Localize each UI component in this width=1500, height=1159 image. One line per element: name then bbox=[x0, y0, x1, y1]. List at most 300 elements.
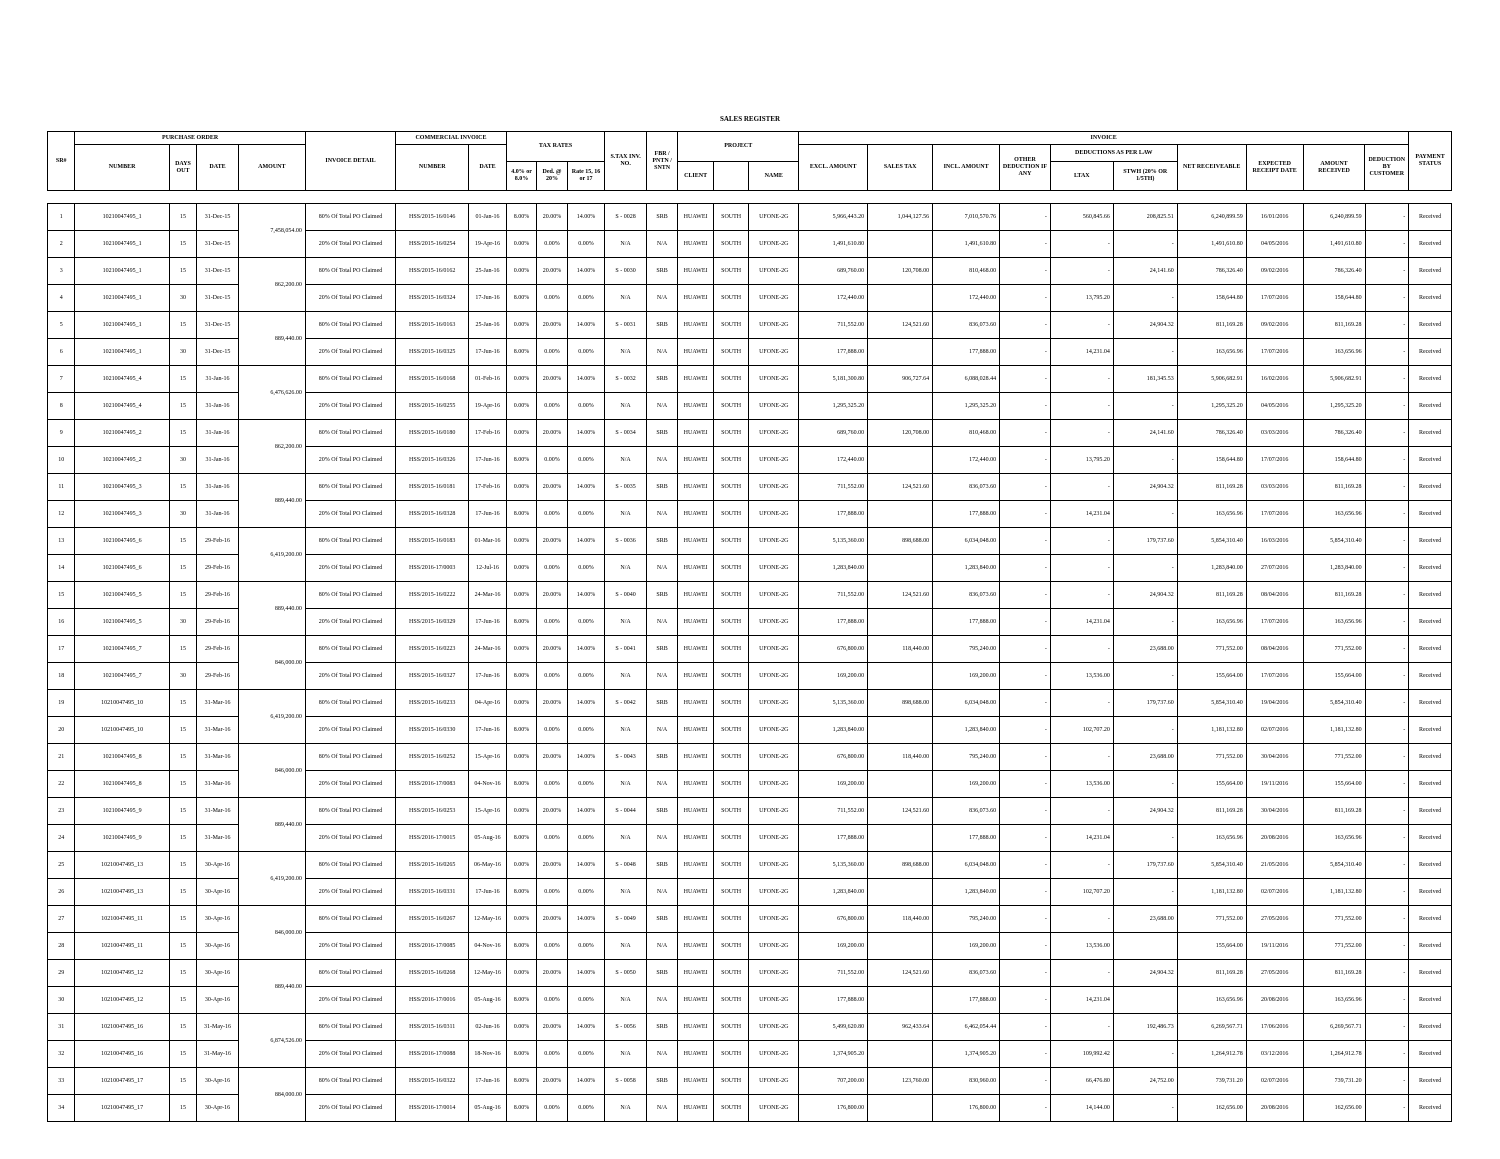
cell-days-out: 15 bbox=[169, 636, 196, 663]
cell-project-name: UFONE-2G bbox=[749, 825, 799, 852]
cell-po-number: 10210047495_13 bbox=[75, 879, 169, 906]
cell-sr: 24 bbox=[48, 825, 75, 852]
cell-region: SOUTH bbox=[713, 204, 749, 231]
cell-region: SOUTH bbox=[713, 798, 749, 825]
header-commercial-invoice: COMMERCIAL INVOICE bbox=[396, 132, 507, 145]
cell-payment-status: Received bbox=[1409, 1068, 1452, 1095]
cell-po-number: 10210047495_9 bbox=[75, 798, 169, 825]
cell-other-deduction: - bbox=[1000, 690, 1051, 717]
cell-days-out: 15 bbox=[169, 528, 196, 555]
cell-po-date: 30-Apr-16 bbox=[197, 1095, 239, 1122]
cell-invoice-detail: 80% Of Total PO Claimed bbox=[305, 582, 395, 609]
cell-excl-amount: 711,552.00 bbox=[799, 960, 868, 987]
cell-incl-amount: 836,073.60 bbox=[933, 798, 1000, 825]
cell-incl-amount: 169,200.00 bbox=[933, 663, 1000, 690]
cell-deduction-customer: - bbox=[1365, 879, 1409, 906]
cell-invoice-detail: 20% Of Total PO Claimed bbox=[305, 933, 395, 960]
cell-region: SOUTH bbox=[713, 339, 749, 366]
cell-ci-date: 17-Jun-16 bbox=[469, 879, 507, 906]
cell-sales-tax: 898,688.00 bbox=[868, 528, 933, 555]
cell-stax-inv-no: S - 0048 bbox=[605, 852, 647, 879]
cell-amount-received: 771,552.00 bbox=[1303, 636, 1365, 663]
cell-client: HUAWEI bbox=[678, 906, 714, 933]
cell-days-out: 15 bbox=[169, 366, 196, 393]
cell-ci-number: HSS/2015-16/0252 bbox=[396, 744, 469, 771]
cell-client: HUAWEI bbox=[678, 1041, 714, 1068]
cell-stax-inv-no: N/A bbox=[605, 879, 647, 906]
cell-incl-amount: 810,468.00 bbox=[933, 258, 1000, 285]
cell-stwh: - bbox=[1113, 663, 1177, 690]
cell-incl-amount: 1,283,840.00 bbox=[933, 555, 1000, 582]
cell-other-deduction: - bbox=[1000, 1014, 1051, 1041]
cell-region: SOUTH bbox=[713, 609, 749, 636]
cell-net-receivable: 739,731.20 bbox=[1177, 1068, 1246, 1095]
cell-client: HUAWEI bbox=[678, 312, 714, 339]
cell-expected-receipt: 27/05/2016 bbox=[1246, 906, 1303, 933]
cell-invoice-detail: 20% Of Total PO Claimed bbox=[305, 501, 395, 528]
cell-ci-date: 06-May-16 bbox=[469, 852, 507, 879]
cell-stwh: 179,737.60 bbox=[1113, 852, 1177, 879]
cell-deduction-customer: - bbox=[1365, 906, 1409, 933]
cell-sr: 14 bbox=[48, 555, 75, 582]
table-row bbox=[48, 1068, 1452, 1095]
cell-sr: 33 bbox=[48, 1068, 75, 1095]
cell-amount-received: 163,656.96 bbox=[1303, 501, 1365, 528]
cell-ci-date: 05-Aug-16 bbox=[469, 825, 507, 852]
cell-stwh: - bbox=[1113, 285, 1177, 312]
cell-ltax: - bbox=[1050, 258, 1113, 285]
cell-region: SOUTH bbox=[713, 1095, 749, 1122]
cell-stax-inv-no: N/A bbox=[605, 393, 647, 420]
cell-incl-amount: 6,034,048.00 bbox=[933, 528, 1000, 555]
cell-client: HUAWEI bbox=[678, 393, 714, 420]
cell-excl-amount: 1,374,905.20 bbox=[799, 1041, 868, 1068]
cell-excl-amount: 676,800.00 bbox=[799, 636, 868, 663]
cell-stax-inv-no: N/A bbox=[605, 231, 647, 258]
cell-rate-2: 20.00% bbox=[537, 636, 567, 663]
cell-region: SOUTH bbox=[713, 447, 749, 474]
cell-ci-date: 17-Jun-16 bbox=[469, 717, 507, 744]
cell-project-name: UFONE-2G bbox=[749, 717, 799, 744]
cell-stwh: - bbox=[1113, 717, 1177, 744]
cell-project-name: UFONE-2G bbox=[749, 744, 799, 771]
header-deduction-customer: DEDUCTION BY CUSTOMER bbox=[1365, 145, 1409, 191]
cell-amount-received: 1,295,325.20 bbox=[1303, 393, 1365, 420]
cell-other-deduction: - bbox=[1000, 744, 1051, 771]
cell-client: HUAWEI bbox=[678, 582, 714, 609]
cell-expected-receipt: 19/11/2016 bbox=[1246, 771, 1303, 798]
cell-expected-receipt: 20/08/2016 bbox=[1246, 825, 1303, 852]
cell-project-name: UFONE-2G bbox=[749, 933, 799, 960]
cell-region: SOUTH bbox=[713, 420, 749, 447]
cell-other-deduction: - bbox=[1000, 420, 1051, 447]
table-row bbox=[48, 582, 1452, 609]
cell-ltax: - bbox=[1050, 906, 1113, 933]
cell-project-name: UFONE-2G bbox=[749, 582, 799, 609]
cell-payment-status: Received bbox=[1409, 582, 1452, 609]
header-invoice: INVOICE bbox=[799, 132, 1409, 145]
cell-rate-2: 20.00% bbox=[537, 582, 567, 609]
cell-ci-number: HSS/2015-16/0327 bbox=[396, 663, 469, 690]
cell-stwh: - bbox=[1113, 501, 1177, 528]
cell-invoice-detail: 20% Of Total PO Claimed bbox=[305, 987, 395, 1014]
cell-other-deduction: - bbox=[1000, 906, 1051, 933]
cell-stax-inv-no: N/A bbox=[605, 771, 647, 798]
cell-payment-status: Received bbox=[1409, 879, 1452, 906]
cell-fbr: N/A bbox=[646, 393, 677, 420]
cell-invoice-detail: 80% Of Total PO Claimed bbox=[305, 1068, 395, 1095]
cell-invoice-detail: 80% Of Total PO Claimed bbox=[305, 366, 395, 393]
cell-po-number: 10210047495_12 bbox=[75, 960, 169, 987]
cell-other-deduction: - bbox=[1000, 366, 1051, 393]
cell-ci-date: 05-Aug-16 bbox=[469, 1095, 507, 1122]
cell-stax-inv-no: S - 0036 bbox=[605, 528, 647, 555]
cell-region: SOUTH bbox=[713, 933, 749, 960]
cell-stax-inv-no: N/A bbox=[605, 285, 647, 312]
cell-payment-status: Received bbox=[1409, 717, 1452, 744]
cell-stwh: 24,752.00 bbox=[1113, 1068, 1177, 1095]
cell-stwh: - bbox=[1113, 555, 1177, 582]
cell-sr: 28 bbox=[48, 933, 75, 960]
cell-invoice-detail: 80% Of Total PO Claimed bbox=[305, 312, 395, 339]
cell-expected-receipt: 04/05/2016 bbox=[1246, 393, 1303, 420]
cell-rate-3: 0.00% bbox=[567, 285, 605, 312]
cell-rate-3: 14.00% bbox=[567, 636, 605, 663]
cell-stax-inv-no: S - 0035 bbox=[605, 474, 647, 501]
cell-expected-receipt: 09/02/2016 bbox=[1246, 258, 1303, 285]
cell-project-name: UFONE-2G bbox=[749, 447, 799, 474]
cell-excl-amount: 711,552.00 bbox=[799, 312, 868, 339]
register-header bbox=[47, 131, 1452, 191]
cell-rate-2: 20.00% bbox=[537, 690, 567, 717]
cell-payment-status: Received bbox=[1409, 1095, 1452, 1122]
cell-client: HUAWEI bbox=[678, 825, 714, 852]
cell-region: SOUTH bbox=[713, 366, 749, 393]
cell-ci-number: HSS/2016-17/0085 bbox=[396, 933, 469, 960]
cell-sr: 29 bbox=[48, 960, 75, 987]
cell-rate-2: 20.00% bbox=[537, 312, 567, 339]
cell-stwh: 24,904.32 bbox=[1113, 582, 1177, 609]
cell-fbr: N/A bbox=[646, 555, 677, 582]
cell-stwh: - bbox=[1113, 231, 1177, 258]
cell-rate-2: 20.00% bbox=[537, 1068, 567, 1095]
cell-amount-received: 771,552.00 bbox=[1303, 744, 1365, 771]
cell-excl-amount: 711,552.00 bbox=[799, 798, 868, 825]
cell-excl-amount: 177,888.00 bbox=[799, 609, 868, 636]
cell-stwh: - bbox=[1113, 609, 1177, 636]
cell-sr: 21 bbox=[48, 744, 75, 771]
header-payment-status: PAYMENT STATUS bbox=[1409, 132, 1452, 191]
cell-expected-receipt: 27/05/2016 bbox=[1246, 960, 1303, 987]
cell-invoice-detail: 20% Of Total PO Claimed bbox=[305, 555, 395, 582]
table-row bbox=[48, 636, 1452, 663]
cell-ci-date: 12-May-16 bbox=[469, 960, 507, 987]
cell-sales-tax: 124,521.60 bbox=[868, 582, 933, 609]
cell-ci-number: HSS/2015-16/0255 bbox=[396, 393, 469, 420]
cell-client: HUAWEI bbox=[678, 717, 714, 744]
cell-amount-received: 6,240,899.59 bbox=[1303, 204, 1365, 231]
cell-region: SOUTH bbox=[713, 528, 749, 555]
cell-expected-receipt: 17/07/2016 bbox=[1246, 339, 1303, 366]
cell-rate-1: 0.00% bbox=[506, 852, 536, 879]
header-days-out: DAYS OUT bbox=[169, 145, 196, 191]
cell-po-date: 29-Feb-16 bbox=[197, 609, 239, 636]
cell-days-out: 15 bbox=[169, 798, 196, 825]
cell-days-out: 30 bbox=[169, 447, 196, 474]
cell-payment-status: Received bbox=[1409, 690, 1452, 717]
cell-po-date: 29-Feb-16 bbox=[197, 582, 239, 609]
cell-expected-receipt: 02/07/2016 bbox=[1246, 879, 1303, 906]
cell-excl-amount: 172,440.00 bbox=[799, 447, 868, 474]
cell-net-receivable: 163,656.96 bbox=[1177, 987, 1246, 1014]
cell-excl-amount: 1,283,840.00 bbox=[799, 555, 868, 582]
cell-po-date: 31-Jan-16 bbox=[197, 474, 239, 501]
cell-days-out: 15 bbox=[169, 204, 196, 231]
cell-invoice-detail: 20% Of Total PO Claimed bbox=[305, 879, 395, 906]
cell-expected-receipt: 20/08/2016 bbox=[1246, 987, 1303, 1014]
cell-rate-1: 0.00% bbox=[506, 258, 536, 285]
cell-sales-tax: 124,521.60 bbox=[868, 312, 933, 339]
cell-ltax: - bbox=[1050, 636, 1113, 663]
cell-days-out: 30 bbox=[169, 285, 196, 312]
cell-other-deduction: - bbox=[1000, 798, 1051, 825]
cell-po-date: 31-Mar-16 bbox=[197, 771, 239, 798]
cell-days-out: 15 bbox=[169, 555, 196, 582]
cell-rate-1: 0.00% bbox=[506, 312, 536, 339]
cell-excl-amount: 711,552.00 bbox=[799, 582, 868, 609]
cell-ci-number: HSS/2015-16/0254 bbox=[396, 231, 469, 258]
cell-po-date: 29-Feb-16 bbox=[197, 528, 239, 555]
cell-incl-amount: 169,200.00 bbox=[933, 933, 1000, 960]
header-rate-2: Ded. @ 20% bbox=[537, 162, 567, 191]
cell-rate-2: 20.00% bbox=[537, 960, 567, 987]
cell-client: HUAWEI bbox=[678, 690, 714, 717]
cell-rate-1: 0.00% bbox=[506, 798, 536, 825]
cell-po-number: 10210047495_1 bbox=[75, 204, 169, 231]
cell-payment-status: Received bbox=[1409, 366, 1452, 393]
cell-sales-tax: 118,440.00 bbox=[868, 636, 933, 663]
cell-rate-3: 14.00% bbox=[567, 960, 605, 987]
cell-net-receivable: 771,552.00 bbox=[1177, 744, 1246, 771]
cell-po-date: 31-Dec-15 bbox=[197, 339, 239, 366]
cell-po-amount: 6,476,626.00 bbox=[238, 366, 305, 420]
cell-po-date: 31-Jan-16 bbox=[197, 447, 239, 474]
cell-expected-receipt: 21/05/2016 bbox=[1246, 852, 1303, 879]
header-ci-date: DATE bbox=[469, 145, 507, 191]
cell-stax-inv-no: S - 0058 bbox=[605, 1068, 647, 1095]
cell-payment-status: Received bbox=[1409, 204, 1452, 231]
cell-payment-status: Received bbox=[1409, 501, 1452, 528]
cell-sales-tax bbox=[868, 825, 933, 852]
cell-fbr: N/A bbox=[646, 825, 677, 852]
cell-expected-receipt: 02/07/2016 bbox=[1246, 1068, 1303, 1095]
cell-rate-2: 0.00% bbox=[537, 339, 567, 366]
table-row bbox=[48, 1014, 1452, 1041]
cell-rate-2: 0.00% bbox=[537, 1095, 567, 1122]
table-row bbox=[48, 852, 1452, 879]
cell-po-date: 29-Feb-16 bbox=[197, 636, 239, 663]
cell-amount-received: 5,906,682.91 bbox=[1303, 366, 1365, 393]
cell-other-deduction: - bbox=[1000, 339, 1051, 366]
cell-incl-amount: 836,073.60 bbox=[933, 312, 1000, 339]
cell-ltax: - bbox=[1050, 312, 1113, 339]
cell-fbr: SRB bbox=[646, 474, 677, 501]
cell-deduction-customer: - bbox=[1365, 960, 1409, 987]
cell-payment-status: Received bbox=[1409, 852, 1452, 879]
cell-project-name: UFONE-2G bbox=[749, 663, 799, 690]
cell-rate-2: 20.00% bbox=[537, 204, 567, 231]
cell-region: SOUTH bbox=[713, 690, 749, 717]
cell-expected-receipt: 03/12/2016 bbox=[1246, 1041, 1303, 1068]
cell-net-receivable: 1,295,325.20 bbox=[1177, 393, 1246, 420]
cell-payment-status: Received bbox=[1409, 825, 1452, 852]
cell-po-number: 10210047495_2 bbox=[75, 420, 169, 447]
cell-expected-receipt: 17/07/2016 bbox=[1246, 501, 1303, 528]
header-fbr-pntn: FBR / PNTN / SNTN bbox=[646, 132, 677, 191]
cell-excl-amount: 177,888.00 bbox=[799, 825, 868, 852]
cell-days-out: 15 bbox=[169, 717, 196, 744]
cell-expected-receipt: 19/11/2016 bbox=[1246, 933, 1303, 960]
cell-ci-number: HSS/2015-16/0180 bbox=[396, 420, 469, 447]
cell-invoice-detail: 80% Of Total PO Claimed bbox=[305, 258, 395, 285]
cell-rate-1: 8.00% bbox=[506, 501, 536, 528]
cell-rate-3: 0.00% bbox=[567, 1041, 605, 1068]
cell-po-date: 30-Apr-16 bbox=[197, 1068, 239, 1095]
cell-amount-received: 155,664.00 bbox=[1303, 663, 1365, 690]
cell-rate-2: 20.00% bbox=[537, 258, 567, 285]
cell-days-out: 15 bbox=[169, 1014, 196, 1041]
header-expected-receipt: EXPECTED RECEIPT DATE bbox=[1246, 145, 1303, 191]
cell-incl-amount: 177,888.00 bbox=[933, 501, 1000, 528]
cell-ci-number: HSS/2015-16/0268 bbox=[396, 960, 469, 987]
cell-net-receivable: 6,269,567.71 bbox=[1177, 1014, 1246, 1041]
cell-sales-tax: 906,727.64 bbox=[868, 366, 933, 393]
cell-ci-number: HSS/2015-16/0331 bbox=[396, 879, 469, 906]
cell-project-name: UFONE-2G bbox=[749, 420, 799, 447]
cell-client: HUAWEI bbox=[678, 609, 714, 636]
cell-amount-received: 163,656.96 bbox=[1303, 609, 1365, 636]
header-sr: SR# bbox=[48, 132, 75, 191]
cell-ltax: - bbox=[1050, 393, 1113, 420]
cell-ltax: - bbox=[1050, 744, 1113, 771]
cell-excl-amount: 1,283,840.00 bbox=[799, 879, 868, 906]
cell-po-date: 31-Jan-16 bbox=[197, 501, 239, 528]
cell-stax-inv-no: S - 0031 bbox=[605, 312, 647, 339]
cell-deduction-customer: - bbox=[1365, 1068, 1409, 1095]
cell-sr: 1 bbox=[48, 204, 75, 231]
cell-invoice-detail: 20% Of Total PO Claimed bbox=[305, 393, 395, 420]
header-po-number: NUMBER bbox=[75, 145, 169, 191]
cell-amount-received: 163,656.96 bbox=[1303, 339, 1365, 366]
cell-po-number: 10210047495_1 bbox=[75, 339, 169, 366]
cell-net-receivable: 771,552.00 bbox=[1177, 906, 1246, 933]
cell-fbr: N/A bbox=[646, 231, 677, 258]
cell-rate-3: 14.00% bbox=[567, 906, 605, 933]
cell-rate-1: 0.00% bbox=[506, 528, 536, 555]
cell-po-number: 10210047495_1 bbox=[75, 231, 169, 258]
cell-amount-received: 6,269,567.71 bbox=[1303, 1014, 1365, 1041]
cell-sr: 30 bbox=[48, 987, 75, 1014]
cell-client: HUAWEI bbox=[678, 1068, 714, 1095]
cell-ci-date: 04-Apr-16 bbox=[469, 690, 507, 717]
cell-invoice-detail: 80% Of Total PO Claimed bbox=[305, 204, 395, 231]
cell-incl-amount: 6,462,054.44 bbox=[933, 1014, 1000, 1041]
cell-rate-1: 0.00% bbox=[506, 636, 536, 663]
cell-project-name: UFONE-2G bbox=[749, 366, 799, 393]
cell-incl-amount: 1,491,610.80 bbox=[933, 231, 1000, 258]
cell-po-date: 31-Jan-16 bbox=[197, 366, 239, 393]
cell-other-deduction: - bbox=[1000, 609, 1051, 636]
cell-expected-receipt: 17/07/2016 bbox=[1246, 609, 1303, 636]
cell-po-number: 10210047495_17 bbox=[75, 1068, 169, 1095]
cell-stax-inv-no: N/A bbox=[605, 555, 647, 582]
cell-excl-amount: 5,181,300.80 bbox=[799, 366, 868, 393]
cell-client: HUAWEI bbox=[678, 744, 714, 771]
cell-stax-inv-no: S - 0030 bbox=[605, 258, 647, 285]
cell-expected-receipt: 04/05/2016 bbox=[1246, 231, 1303, 258]
cell-ci-number: HSS/2015-16/0265 bbox=[396, 852, 469, 879]
cell-deduction-customer: - bbox=[1365, 312, 1409, 339]
cell-rate-3: 14.00% bbox=[567, 312, 605, 339]
cell-sr: 27 bbox=[48, 906, 75, 933]
cell-incl-amount: 177,888.00 bbox=[933, 339, 1000, 366]
cell-po-number: 10210047495_9 bbox=[75, 825, 169, 852]
cell-stwh: - bbox=[1113, 447, 1177, 474]
cell-sr: 4 bbox=[48, 285, 75, 312]
cell-sr: 8 bbox=[48, 393, 75, 420]
header-invoice-detail: INVOICE DETAIL bbox=[305, 132, 395, 191]
cell-stwh: 24,141.60 bbox=[1113, 420, 1177, 447]
cell-sr: 23 bbox=[48, 798, 75, 825]
cell-payment-status: Received bbox=[1409, 447, 1452, 474]
header-project: PROJECT bbox=[678, 132, 799, 162]
cell-deduction-customer: - bbox=[1365, 771, 1409, 798]
cell-po-date: 30-Apr-16 bbox=[197, 960, 239, 987]
cell-project-name: UFONE-2G bbox=[749, 690, 799, 717]
cell-sr: 15 bbox=[48, 582, 75, 609]
cell-po-amount: 846,000.00 bbox=[238, 744, 305, 798]
cell-amount-received: 1,264,912.78 bbox=[1303, 1041, 1365, 1068]
cell-fbr: SRB bbox=[646, 798, 677, 825]
cell-stax-inv-no: N/A bbox=[605, 987, 647, 1014]
cell-rate-2: 0.00% bbox=[537, 771, 567, 798]
cell-days-out: 15 bbox=[169, 474, 196, 501]
cell-incl-amount: 7,010,570.76 bbox=[933, 204, 1000, 231]
cell-ltax: 13,795.20 bbox=[1050, 447, 1113, 474]
cell-incl-amount: 830,960.00 bbox=[933, 1068, 1000, 1095]
cell-deduction-customer: - bbox=[1365, 501, 1409, 528]
cell-po-amount: 889,440.00 bbox=[238, 960, 305, 1014]
cell-region: SOUTH bbox=[713, 555, 749, 582]
cell-rate-1: 8.00% bbox=[506, 933, 536, 960]
cell-invoice-detail: 20% Of Total PO Claimed bbox=[305, 717, 395, 744]
cell-rate-2: 0.00% bbox=[537, 609, 567, 636]
cell-ci-date: 02-Jun-16 bbox=[469, 1014, 507, 1041]
cell-deduction-customer: - bbox=[1365, 528, 1409, 555]
cell-region: SOUTH bbox=[713, 960, 749, 987]
cell-excl-amount: 689,760.00 bbox=[799, 420, 868, 447]
cell-client: HUAWEI bbox=[678, 879, 714, 906]
cell-other-deduction: - bbox=[1000, 231, 1051, 258]
cell-ci-number: HSS/2015-16/0183 bbox=[396, 528, 469, 555]
header-ci-number: NUMBER bbox=[396, 145, 469, 191]
cell-incl-amount: 810,468.00 bbox=[933, 420, 1000, 447]
cell-region: SOUTH bbox=[713, 393, 749, 420]
cell-incl-amount: 169,200.00 bbox=[933, 771, 1000, 798]
cell-amount-received: 5,854,310.40 bbox=[1303, 690, 1365, 717]
cell-excl-amount: 5,499,620.80 bbox=[799, 1014, 868, 1041]
cell-rate-1: 8.00% bbox=[506, 663, 536, 690]
